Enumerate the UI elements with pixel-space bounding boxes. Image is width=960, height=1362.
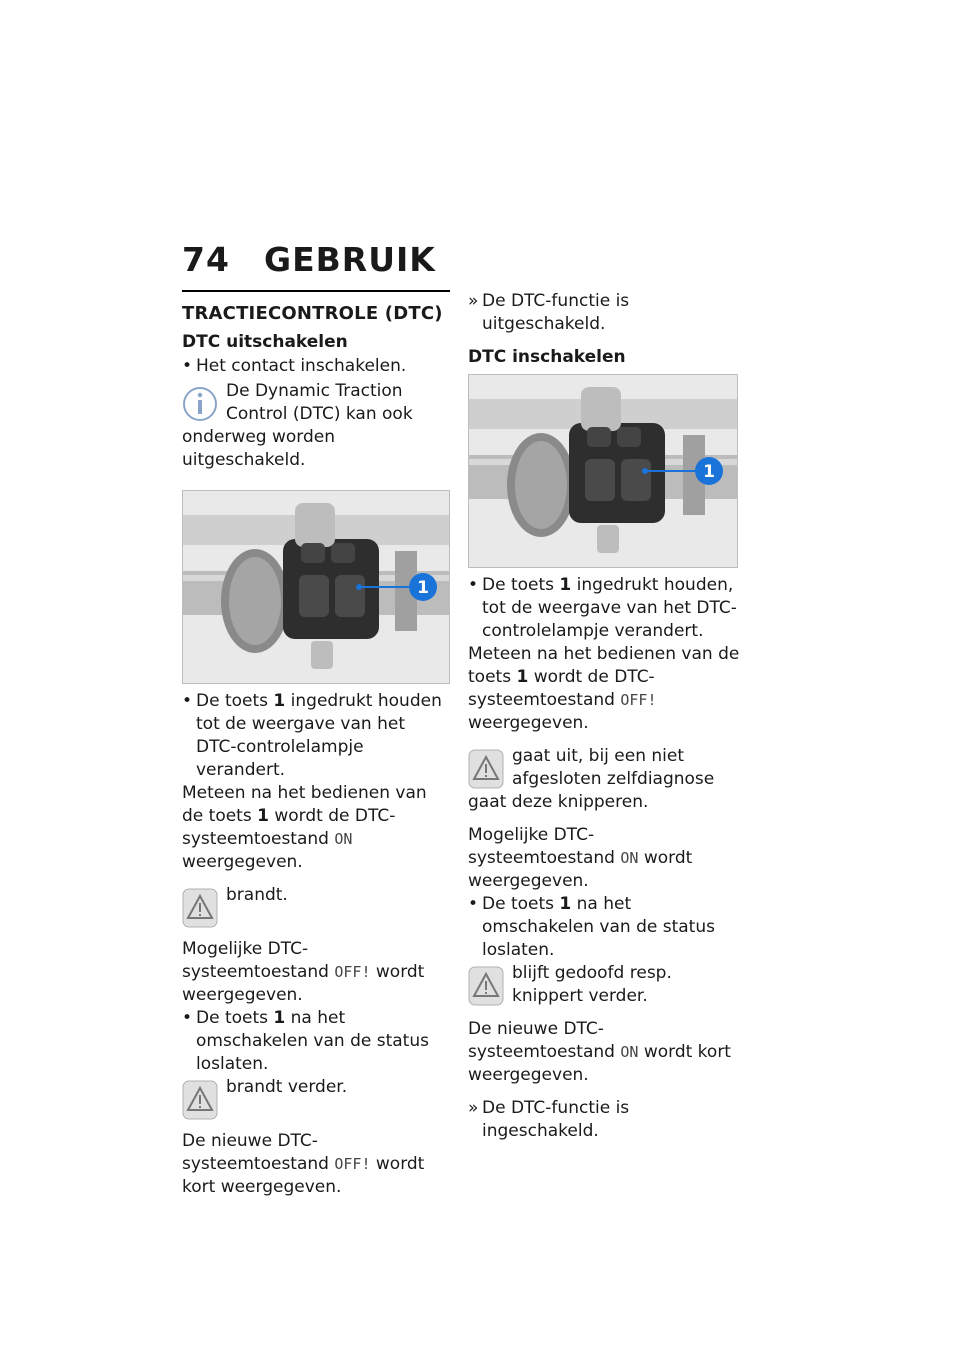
handlebar-switch-image bbox=[468, 374, 738, 568]
result-item: » De DTC-functie is uitgeschakeld. bbox=[468, 290, 740, 336]
paragraph: Mogelijke DTC-systeemtoestand ON wordt weergegeven. bbox=[468, 825, 693, 891]
warning-note: brandt. bbox=[182, 884, 450, 928]
warning-light-icon bbox=[468, 749, 504, 789]
page-header bbox=[182, 240, 442, 280]
info-icon bbox=[182, 384, 218, 424]
paragraph: Mogelijke DTC-systeemtoestand OFF! wordt weergegeven. bbox=[182, 939, 425, 1005]
list-item: • De toets 1 ingedrukt houden, tot de weergave van het DTC-controlelampje verandert. bbox=[468, 574, 740, 643]
section-heading: TRACTIECONTROLE (DTC) bbox=[182, 303, 443, 324]
left-column bbox=[182, 290, 450, 1199]
list-item: • Het contact inschakelen. bbox=[182, 355, 450, 378]
list-item: • De toets 1 na het omschakelen van de status loslaten. bbox=[182, 1007, 450, 1076]
paragraph: De nieuwe DTC-systeemtoestand ON wordt kort weergegeven. bbox=[468, 1019, 731, 1085]
warning-note: brandt verder. bbox=[182, 1076, 450, 1120]
right-column bbox=[468, 290, 740, 1143]
warning-light-icon bbox=[182, 888, 218, 928]
title-rule bbox=[182, 290, 450, 292]
paragraph: Meteen na het bedienen van de toets 1 wordt de DTC-systeemtoestand ON weergegeven. bbox=[182, 783, 427, 872]
switch-illustration bbox=[183, 491, 449, 683]
warning-note: blijft gedoofd resp. knippert verder. bbox=[468, 962, 740, 1008]
subheading-dtc-on: DTC inschakelen bbox=[468, 347, 626, 367]
switch-illustration bbox=[469, 375, 737, 567]
list-item: • De toets 1 na het omschakelen van de status loslaten. bbox=[468, 893, 740, 962]
list-item: • De toets 1 ingedrukt houden tot de weergave van het DTC-controlelampje verandert. bbox=[182, 690, 450, 782]
warning-light-icon bbox=[468, 966, 504, 1006]
result-item: » De DTC-functie is ingeschakeld. bbox=[468, 1097, 740, 1143]
section-title: GEBRUIK bbox=[264, 240, 436, 279]
warning-note: gaat uit, bij een niet afgesloten zelfdiagnose gaat deze knipperen. bbox=[468, 746, 715, 812]
handlebar-switch-image bbox=[182, 490, 450, 684]
subheading-dtc-off: DTC uitschakelen bbox=[182, 332, 348, 352]
callout-label: 1 bbox=[703, 462, 715, 482]
paragraph: De nieuwe DTC-systeemtoestand OFF! wordt kort weergegeven. bbox=[182, 1131, 425, 1197]
page-number: 74 bbox=[182, 240, 230, 279]
callout-label: 1 bbox=[417, 578, 429, 598]
info-note: De Dynamic Traction Control (DTC) kan ook onderweg worden uitgeschakeld. bbox=[182, 381, 413, 470]
warning-light-icon bbox=[182, 1080, 218, 1120]
paragraph: Meteen na het bedienen van de toets 1 wordt de DTC-systeemtoestand OFF! weergegeven. bbox=[468, 644, 740, 733]
